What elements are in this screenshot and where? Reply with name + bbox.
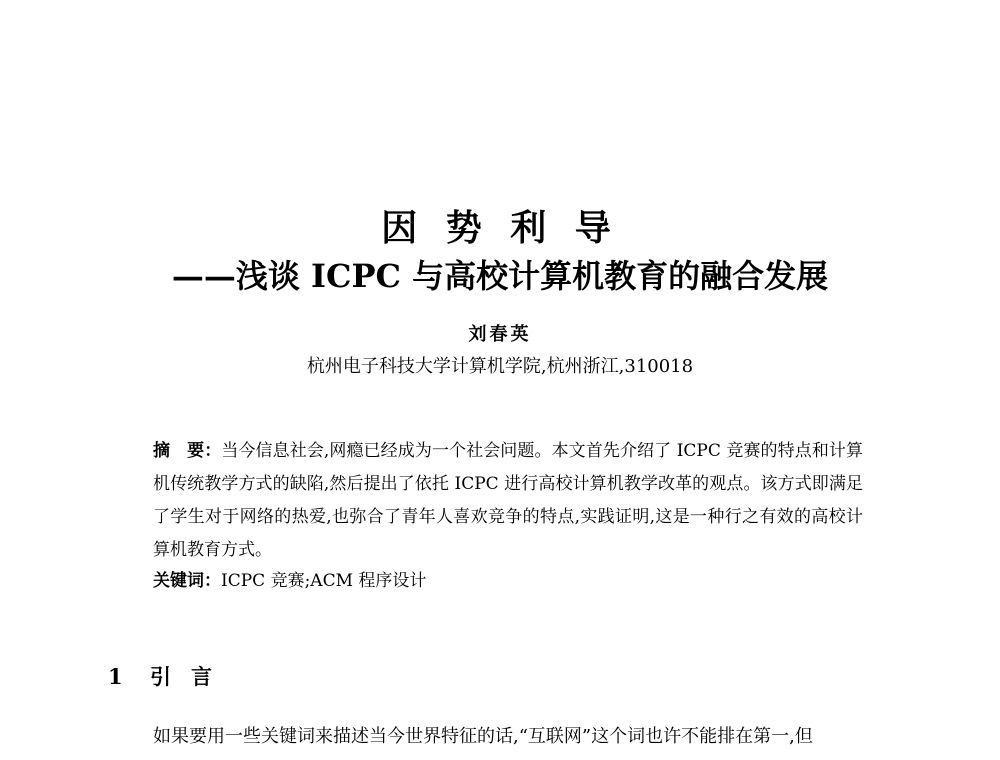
keywords-label: 关键词： (153, 571, 221, 591)
keywords-text: ICPC 竞赛;ACM 程序设计 (221, 571, 427, 591)
keywords (153, 567, 863, 595)
author-affiliation: 杭州电子科技大学计算机学院,杭州浙江,310018 (306, 356, 694, 377)
paper-title: 因 势 利 导 (381, 207, 619, 249)
paper-subtitle: ——浅谈 ICPC 与高校计算机教育的融合发展 (171, 257, 829, 295)
abstract-label: 摘 要： (153, 441, 222, 461)
section-heading (108, 662, 232, 692)
section-number: 1 (108, 664, 123, 689)
abstract-text: 当今信息社会,网瘾已经成为一个社会问题。本文首先介绍了 ICPC 竞赛的特点和计算机传统教学方式的缺陷,然后提出了依托 ICPC 进行高校计算机教学改革的观点。该方式即满足了学生对于网络的热爱,也弥合了青年人喜欢竞争的特点,实践证明,这是一种行之有效的高校计算机教育方式。 (153, 441, 864, 560)
section-title: 引言 (150, 665, 232, 689)
author-name: 刘春英 (468, 324, 532, 345)
abstract (153, 435, 863, 567)
body-paragraph: 如果要用一些关键词来描述当今世界特征的话,“互联网”这个词也许不能排在第一,但 (153, 726, 813, 747)
